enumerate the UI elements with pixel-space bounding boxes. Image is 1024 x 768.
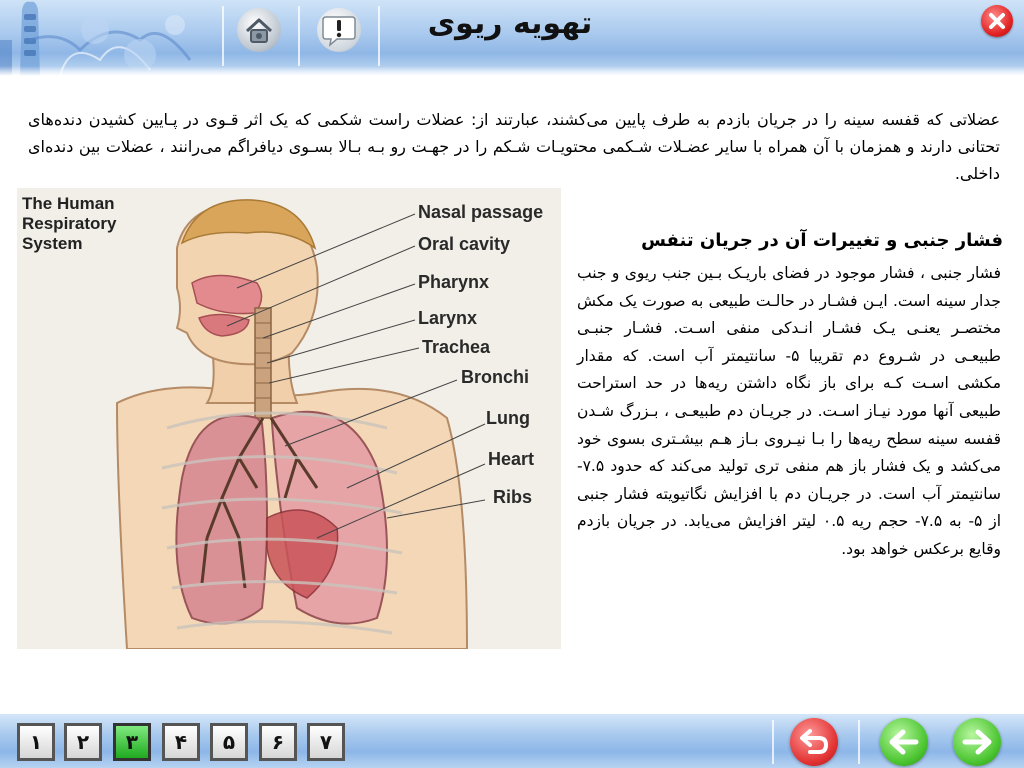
intro-paragraph: عضلاتی که قفسه سینه را در جریان بازدم به طرف پایین می‌کشند، عبارتند از: عضلات راست شکمی که یک اثر قـوی در پـایین کشیدن دنده‌های تحتانی دارند و همزمان با آن همراه با سایر عضـلات شـکمی محتویـات شـکم را در جهـت رو بـه بـالا بسـوی دیافراگم می‌رانند ، عضلات بین دنده‌ای داخلی. [28, 110, 1000, 183]
label-bronchi: Bronchi [461, 367, 530, 387]
header-divider [298, 6, 300, 66]
page-button-7[interactable]: ۷ [307, 723, 345, 761]
header-divider [378, 6, 380, 66]
section-title: فشار جنبی و تغییرات آن در جریان تنفس [641, 230, 1003, 251]
page-button-4[interactable]: ۴ [162, 723, 200, 761]
arrow-left-icon [880, 718, 928, 766]
home-button[interactable] [237, 8, 281, 52]
footer-bar [0, 714, 1024, 768]
undo-icon [790, 718, 838, 766]
label-ribs: Ribs [493, 487, 533, 507]
home-icon [237, 8, 281, 52]
header-bar [0, 0, 1024, 76]
respiratory-system-diagram [17, 188, 561, 649]
section-body: فشار جنبی ، فشار موجود در فضای باریـک بـین جنب ریوی و جنب جدار سینه است. ایـن فشـار در حالـت طبیعی به صورت یک مکش مختصـر یعنـی یـک فشـار انـدکی منفی اسـت. فشـار جنبـی طبیعـی در شـروع دم تقریبا ۵- سانتیمتر آب است. که مقدار مکشی اسـت کـه برای باز نگاه داشتن ریه‌ها در حد استراحت طبیعی آنها مورد نیـاز اسـت. در جریـان دم طبیعـی ، بـزرگ شـدن قفسه سینه سطح ریه‌ها را بـا نیـروی بـاز هـم بیشـتری بسوی خود می‌کشد و یک فشار باز هم منفی تری تولید می‌کند که حدود ۷.۵- سانتیمتر آب است. در جریـان دم با افزایش نگاتیویته فشار جنبی از ۵- به ۷.۵- حجم ریه ۰.۵ لیتر افزایش می‌یابد. در جریان بازدم وقایع برعکس خواهد بود. [577, 264, 1002, 558]
label-trachea: Trachea [422, 337, 491, 357]
undo-button[interactable] [790, 718, 838, 766]
info-button[interactable] [317, 8, 361, 52]
diagram-title-line: The Human [22, 194, 115, 213]
label-nasal-passage: Nasal passage [418, 202, 544, 222]
diagram-title [22, 194, 162, 254]
page-button-1[interactable]: ۱ [17, 723, 55, 761]
page-button-6[interactable]: ۶ [259, 723, 297, 761]
page-button-2[interactable]: ۲ [64, 723, 102, 761]
diagram-title-line: System [22, 234, 83, 253]
decorative-lung-illustration [0, 0, 215, 76]
header-divider [222, 6, 224, 66]
anatomy-illustration [17, 188, 561, 649]
footer-divider [858, 720, 860, 764]
next-button[interactable] [953, 718, 1001, 766]
close-button[interactable] [981, 5, 1013, 37]
label-pharynx: Pharynx [418, 272, 490, 292]
label-oral-cavity: Oral cavity [418, 234, 511, 254]
label-lung: Lung [486, 408, 530, 428]
page-title: تهویه ریوی [427, 6, 593, 41]
back-button[interactable] [880, 718, 928, 766]
label-larynx: Larynx [418, 308, 478, 328]
page-button-5[interactable]: ۵ [210, 723, 248, 761]
label-heart: Heart [488, 449, 535, 469]
exclamation-icon [317, 8, 361, 52]
footer-divider [772, 720, 774, 764]
close-icon [981, 5, 1013, 37]
arrow-right-icon [953, 718, 1001, 766]
page-button-3-active[interactable]: ۳ [113, 723, 151, 761]
header-glow [0, 66, 1024, 76]
diagram-title-line: Respiratory [22, 214, 117, 233]
